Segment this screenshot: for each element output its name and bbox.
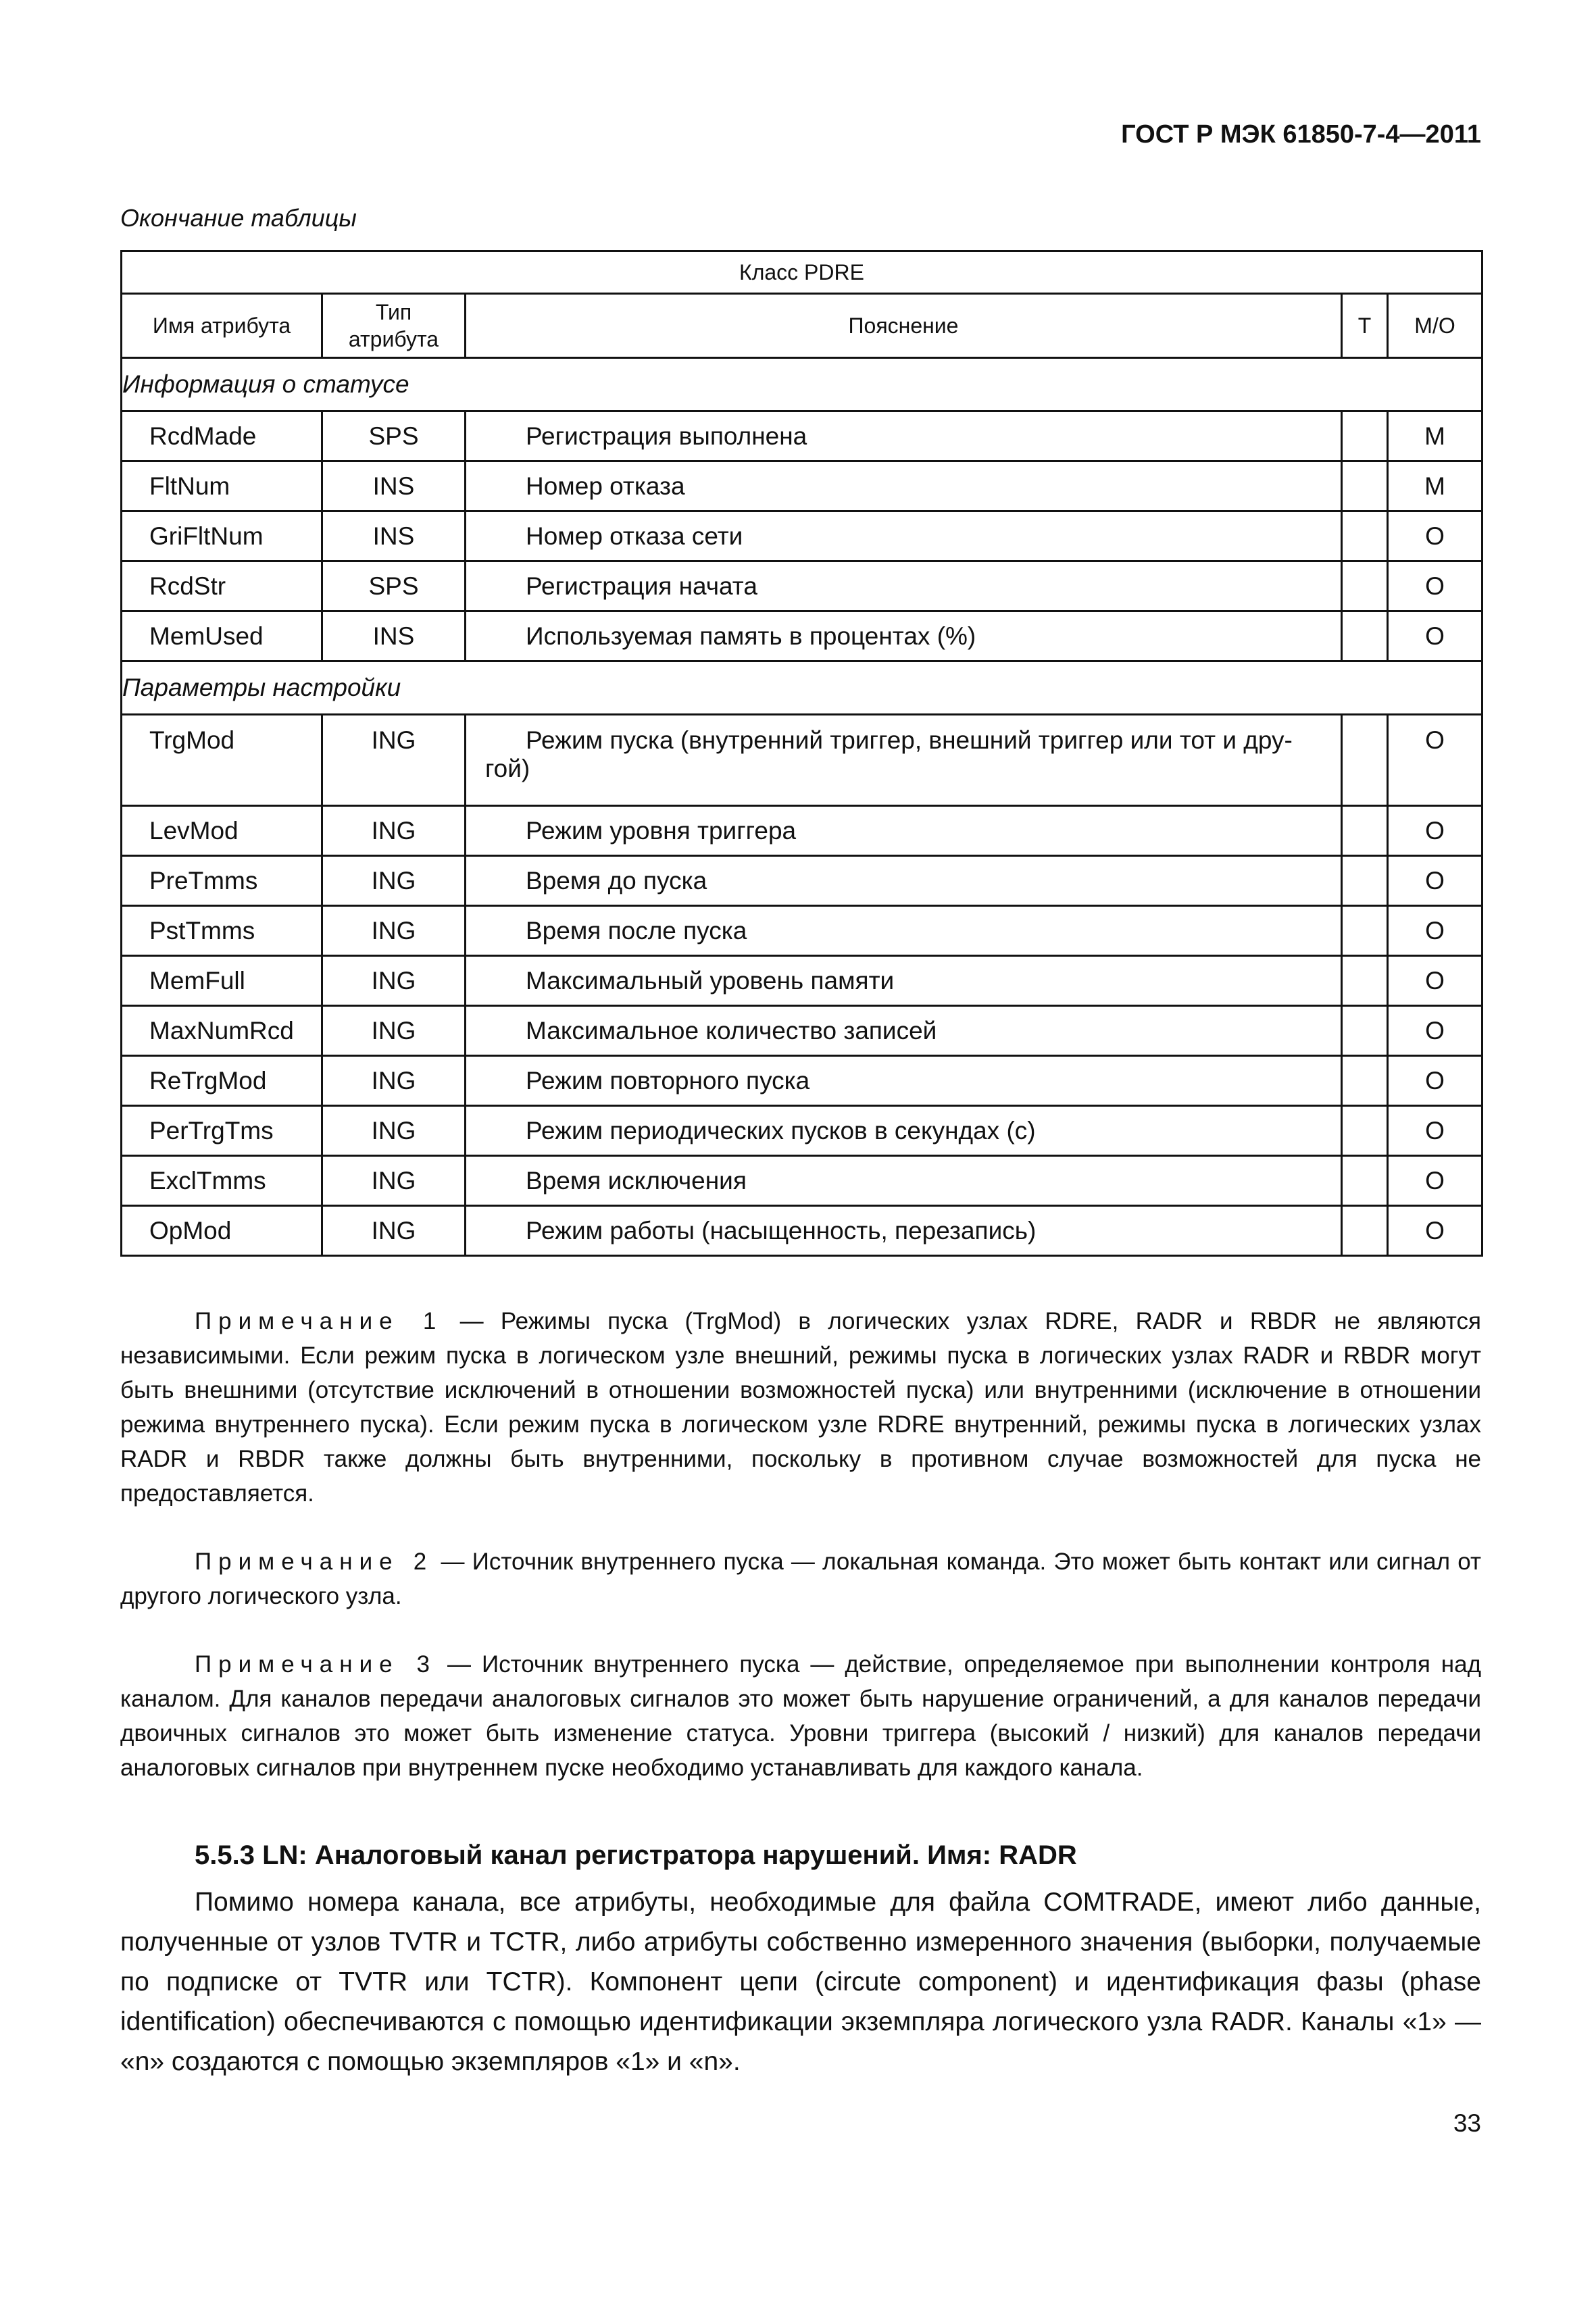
page-header: ГОСТ Р МЭК 61850-7-4—2011 [1121, 120, 1481, 149]
description-text: Время после пуска [526, 916, 747, 945]
cell-attribute-type: ING [322, 715, 466, 806]
cell-t [1342, 411, 1388, 461]
cell-t [1342, 561, 1388, 611]
cell-description [466, 1206, 1342, 1256]
cell-attribute-name: RcdStr [122, 561, 322, 611]
cell-description [466, 806, 1342, 856]
col-header-type: Тип атрибута [322, 294, 466, 358]
cell-description [466, 956, 1342, 1006]
description-line: Режим пуска (внутренний триггер, внешний триггер или тот и дру- [526, 726, 1293, 754]
description-text: Регистрация начата [526, 572, 757, 600]
cell-attribute-name: FltNum [122, 461, 322, 511]
table-row [122, 461, 1482, 511]
description-text: Номер отказа [526, 472, 685, 500]
table-row [122, 1156, 1482, 1206]
cell-description [466, 1056, 1342, 1106]
cell-description [466, 1156, 1342, 1206]
cell-attribute-name: LevMod [122, 806, 322, 856]
note-label: Примечание 2 [195, 1549, 434, 1575]
table-row [122, 906, 1482, 956]
description-text: Режим уровня триггера [526, 816, 797, 845]
description-text: Используемая память в процентах (%) [526, 622, 976, 650]
note-label: Примечание 3 [195, 1651, 437, 1678]
cell-mo: O [1388, 1006, 1482, 1056]
cell-mo: O [1388, 856, 1482, 906]
note-3 [120, 1647, 1481, 1785]
table-class-title: Класс PDRE [122, 251, 1482, 294]
section-heading: 5.5.3 LN: Аналоговый канал регистратора нарушений. Имя: RADR [195, 1840, 1077, 1870]
cell-description [466, 461, 1342, 511]
note-label: Примечание 1 [195, 1308, 443, 1334]
description-text: Режим повторного пуска [526, 1066, 810, 1095]
table-row [122, 856, 1482, 906]
cell-attribute-type: SPS [322, 561, 466, 611]
cell-attribute-name: TrgMod [122, 715, 322, 806]
notes [120, 1304, 1481, 1819]
cell-attribute-name: RcdMade [122, 411, 322, 461]
col-header-mo: M/O [1388, 294, 1482, 358]
cell-t [1342, 1006, 1388, 1056]
description-text: Время исключения [526, 1166, 747, 1194]
cell-attribute-name: PerTrgTms [122, 1106, 322, 1156]
cell-attribute-name: MemUsed [122, 611, 322, 661]
note-text: — Источник внутреннего пуска — действие, определяемое при выполнении контроля над каналом. Для каналов передачи аналоговых сигналов это может быть нарушение ограничений, а для каналов передачи двоичных сигналов это может быть изменение статуса. Уровни триггера (высокий / низкий) для каналов передачи аналоговых сигналов при внутреннем пуске необходимо устанавливать для каждого канала. [120, 1651, 1481, 1781]
cell-t [1342, 1056, 1388, 1106]
cell-t [1342, 511, 1388, 561]
note-text: — Режимы пуска (TrgMod) в логических узлах RDRE, RADR и RBDR не являются независимыми. Если режим пуска в логическом узле внешний, режимы пуска в логических узлах RADR и RBDR могут быть внешними (отсутствие исключений в отношении возможностей пуска) или внутренними (исключение в отношении режима внутреннего пуска). Если режим пуска в логическом узле RDRE внутренний, режимы пуска в логических узлах RADR и RBDR также должны быть внутренними, поскольку в противном случае возможностей для пуска не предоставляется. [120, 1308, 1481, 1507]
description-text: Режим периодических пусков в секундах (с) [526, 1116, 1036, 1145]
cell-t [1342, 856, 1388, 906]
table-row [122, 1056, 1482, 1106]
cell-attribute-type: ING [322, 1006, 466, 1056]
cell-attribute-type: ING [322, 906, 466, 956]
cell-t [1342, 956, 1388, 1006]
note-1 [120, 1304, 1481, 1511]
cell-mo: O [1388, 611, 1482, 661]
description-text: Регистрация выполнена [526, 422, 807, 450]
table-caption: Окончание таблицы [120, 204, 357, 232]
cell-t [1342, 611, 1388, 661]
cell-mo: O [1388, 906, 1482, 956]
description-line: гой) [485, 755, 530, 782]
col-header-description: Пояснение [466, 294, 1342, 358]
cell-mo: O [1388, 715, 1482, 806]
cell-t [1342, 1106, 1388, 1156]
cell-description [466, 1006, 1342, 1056]
table-row [122, 715, 1482, 806]
cell-description [466, 511, 1342, 561]
cell-description [466, 411, 1342, 461]
section-status-info: Информация о статусе [122, 358, 1482, 411]
cell-mo: O [1388, 1156, 1482, 1206]
cell-mo: O [1388, 806, 1482, 856]
table-row [122, 1106, 1482, 1156]
cell-attribute-type: INS [322, 511, 466, 561]
pdre-attribute-table [120, 250, 1483, 1257]
cell-mo: O [1388, 511, 1482, 561]
cell-attribute-name: PreTmms [122, 856, 322, 906]
cell-attribute-type: ING [322, 1206, 466, 1256]
description-text: Максимальный уровень памяти [526, 966, 895, 995]
table-row [122, 411, 1482, 461]
table-row [122, 806, 1482, 856]
cell-mo: M [1388, 461, 1482, 511]
cell-attribute-type: ING [322, 1056, 466, 1106]
table-row [122, 956, 1482, 1006]
section-setting-params: Параметры настройки [122, 661, 1482, 715]
cell-t [1342, 1156, 1388, 1206]
cell-attribute-name: MemFull [122, 956, 322, 1006]
cell-mo: M [1388, 411, 1482, 461]
body-paragraph: Помимо номера канала, все атрибуты, необходимые для файла COMTRADE, имеют либо данные, полученные от узлов TVTR и TCTR, либо атрибуты собственно измеренного значения (выборки, получаемые по подписке от TVTR или TCTR). Компонент цепи (circute component) и идентификация фазы (phase identification) обеспечиваются с помощью идентификации экземпляра логического узла RADR. Каналы «1» — «n» создаются с помощью экземпляров «1» и «n». [120, 1888, 1481, 2076]
cell-attribute-type: SPS [322, 411, 466, 461]
cell-mo: O [1388, 1106, 1482, 1156]
cell-description [466, 906, 1342, 956]
cell-t [1342, 1206, 1388, 1256]
col-header-t: T [1342, 294, 1388, 358]
cell-attribute-type: ING [322, 806, 466, 856]
cell-attribute-type: ING [322, 856, 466, 906]
cell-description [466, 611, 1342, 661]
col-header-name: Имя атрибута [122, 294, 322, 358]
cell-attribute-name: ReTrgMod [122, 1056, 322, 1106]
cell-attribute-type: ING [322, 1106, 466, 1156]
table-row [122, 511, 1482, 561]
cell-t [1342, 461, 1388, 511]
cell-mo: O [1388, 1206, 1482, 1256]
cell-description [466, 561, 1342, 611]
table-row [122, 1006, 1482, 1056]
cell-attribute-name: GriFltNum [122, 511, 322, 561]
cell-attribute-name: ExclTmms [122, 1156, 322, 1206]
cell-attribute-type: ING [322, 956, 466, 1006]
cell-attribute-type: INS [322, 611, 466, 661]
cell-attribute-name: PstTmms [122, 906, 322, 956]
description-text: Максимальное количество записей [526, 1016, 937, 1045]
cell-attribute-type: ING [322, 1156, 466, 1206]
cell-t [1342, 906, 1388, 956]
table-row [122, 1206, 1482, 1256]
cell-mo: O [1388, 1056, 1482, 1106]
page-number: 33 [1453, 2109, 1481, 2137]
note-text: — Источник внутреннего пуска — локальная команда. Это может быть контакт или сигнал от другого логического узла. [120, 1549, 1481, 1609]
cell-description [466, 715, 1342, 806]
cell-mo: O [1388, 561, 1482, 611]
cell-attribute-name: OpMod [122, 1206, 322, 1256]
cell-attribute-type: INS [322, 461, 466, 511]
cell-mo: O [1388, 956, 1482, 1006]
description-text: Время до пуска [526, 866, 707, 895]
cell-attribute-name: MaxNumRcd [122, 1006, 322, 1056]
cell-description [466, 856, 1342, 906]
cell-description [466, 1106, 1342, 1156]
table-row [122, 611, 1482, 661]
table-row [122, 561, 1482, 611]
cell-t [1342, 806, 1388, 856]
description-text: Номер отказа сети [526, 522, 743, 550]
cell-t [1342, 715, 1388, 806]
note-2 [120, 1544, 1481, 1613]
description-text: Режим работы (насыщенность, перезапись) [526, 1216, 1037, 1244]
